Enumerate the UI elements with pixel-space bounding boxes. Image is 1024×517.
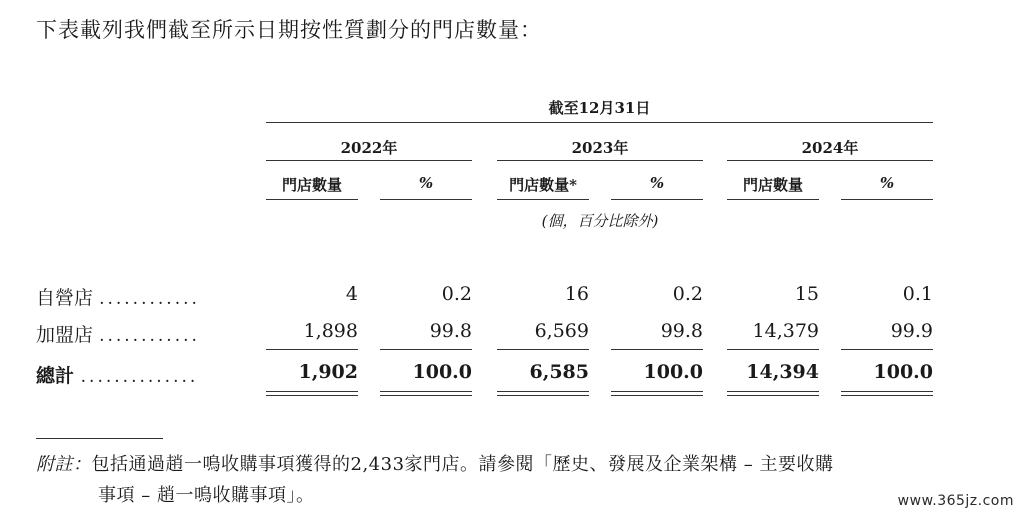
total-double-rule bbox=[727, 391, 819, 396]
cell-value-total: 6,585 bbox=[529, 361, 589, 383]
cell-value: 15 bbox=[794, 283, 819, 305]
row-label-text: 總計 bbox=[36, 365, 75, 387]
subtotal-rule bbox=[841, 349, 933, 350]
cell-value-total: 100.0 bbox=[412, 361, 472, 383]
row-label-self-operated bbox=[36, 283, 200, 310]
row-label-text: 自營店 bbox=[36, 287, 94, 309]
row-label-text: 加盟店 bbox=[36, 324, 94, 346]
subtotal-rule bbox=[380, 349, 472, 350]
year-header-2022: 2022年 bbox=[340, 139, 398, 157]
col-rule bbox=[497, 199, 589, 200]
col-header-stores-2022: 門店數量 bbox=[281, 176, 342, 194]
subtotal-rule bbox=[727, 349, 819, 350]
cell-value: 0.1 bbox=[902, 283, 933, 305]
footnote-text: 包括通過趙一鳴收購事項獲得的2,433家門店。請參閱「歷史、發展及企業架構 – 主要收購 bbox=[91, 454, 834, 475]
subtotal-rule bbox=[266, 349, 358, 350]
col-header-pct-2024: % bbox=[879, 174, 895, 192]
intro-text: 下表載列我們截至所示日期按性質劃分的門店數量： bbox=[36, 18, 542, 42]
cell-value-total: 100.0 bbox=[643, 361, 703, 383]
leader-dots: ............ bbox=[99, 326, 200, 346]
col-header-stores-2024: 門店數量 bbox=[742, 176, 803, 194]
subtotal-rule bbox=[497, 349, 589, 350]
total-double-rule bbox=[380, 391, 472, 396]
col-rule bbox=[380, 199, 472, 200]
cell-value-total: 1,902 bbox=[298, 361, 358, 383]
year-rule-2022 bbox=[266, 160, 472, 161]
cell-value: 1,898 bbox=[303, 320, 358, 342]
cell-value: 6,569 bbox=[534, 320, 589, 342]
leader-dots: .............. bbox=[80, 367, 199, 387]
col-rule bbox=[841, 199, 933, 200]
col-rule bbox=[611, 199, 703, 200]
row-label-total bbox=[36, 361, 198, 388]
leader-dots: ............ bbox=[99, 289, 200, 309]
cell-value: 14,379 bbox=[752, 320, 819, 342]
watermark: www.365jz.com bbox=[897, 493, 1014, 509]
col-header-pct-2023: % bbox=[649, 174, 665, 192]
unit-note: (個，百分比除外) bbox=[541, 212, 659, 230]
cell-value-total: 14,394 bbox=[746, 361, 819, 383]
footnote-separator bbox=[36, 438, 163, 439]
subtotal-rule bbox=[611, 349, 703, 350]
footnote-line-1 bbox=[36, 450, 833, 476]
total-double-rule bbox=[841, 391, 933, 396]
table-span-header: 截至12月31日 bbox=[548, 99, 651, 117]
footnote-lead: 附註： bbox=[36, 454, 92, 475]
cell-value: 16 bbox=[564, 283, 589, 305]
year-rule-2023 bbox=[497, 160, 703, 161]
total-double-rule bbox=[611, 391, 703, 396]
year-rule-2024 bbox=[727, 160, 933, 161]
year-header-2023: 2023年 bbox=[571, 139, 629, 157]
cell-value: 99.9 bbox=[890, 320, 933, 342]
cell-value: 0.2 bbox=[441, 283, 472, 305]
footnote-line-2: 事項 – 趙一鳴收購事項」。 bbox=[98, 485, 315, 506]
span-header-rule bbox=[266, 122, 933, 123]
cell-value: 0.2 bbox=[672, 283, 703, 305]
cell-value: 4 bbox=[345, 283, 358, 305]
year-header-2024: 2024年 bbox=[801, 139, 859, 157]
total-double-rule bbox=[497, 391, 589, 396]
cell-value-total: 100.0 bbox=[873, 361, 933, 383]
col-rule bbox=[727, 199, 819, 200]
total-double-rule bbox=[266, 391, 358, 396]
col-header-stores-2023: 門店數量* bbox=[509, 176, 577, 194]
col-rule bbox=[266, 199, 358, 200]
row-label-franchised bbox=[36, 320, 200, 347]
col-header-pct-2022: % bbox=[418, 174, 434, 192]
cell-value: 99.8 bbox=[429, 320, 472, 342]
cell-value: 99.8 bbox=[660, 320, 703, 342]
